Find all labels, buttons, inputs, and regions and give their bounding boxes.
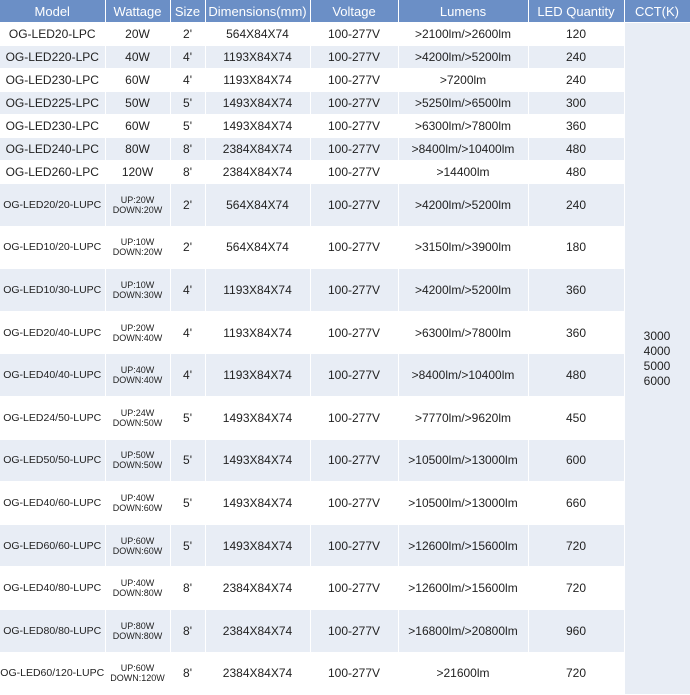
wattage-down: DOWN:60W: [112, 545, 163, 556]
lumens-cell: >5250lm/>6500lm: [398, 92, 528, 115]
lumens-cell: >21600lm: [398, 652, 528, 695]
table-row: [0, 138, 690, 161]
wattage-cell: [105, 439, 170, 482]
wattage-down: DOWN:30W: [112, 289, 163, 300]
cct-cell: [624, 23, 690, 695]
dimensions-cell: 1193X84X74: [205, 46, 310, 69]
wattage-down: DOWN:80W: [112, 588, 163, 599]
dimensions-cell: 1493X84X74: [205, 396, 310, 439]
wattage-cell: [105, 609, 170, 652]
dimensions-cell: 1493X84X74: [205, 482, 310, 525]
wattage-down: DOWN:50W: [112, 460, 163, 471]
model-cell: OG-LED220-LPC: [0, 46, 105, 69]
led-quantity-cell: 960: [528, 609, 624, 652]
lumens-cell: >4200lm/>5200lm: [398, 184, 528, 227]
cct-value: 5000: [643, 358, 671, 373]
lumens-cell: >12600lm/>15600lm: [398, 567, 528, 610]
lumens-cell: >7200lm: [398, 69, 528, 92]
table-row: [0, 482, 690, 525]
model-cell: OG-LED230-LPC: [0, 69, 105, 92]
wattage-cell: 40W: [105, 46, 170, 69]
lumens-cell: >4200lm/>5200lm: [398, 269, 528, 312]
voltage-cell: 100-277V: [310, 396, 398, 439]
voltage-cell: 100-277V: [310, 567, 398, 610]
lumens-cell: >2100lm/>2600lm: [398, 23, 528, 46]
wattage-cell: [105, 226, 170, 269]
lumens-cell: >3150lm/>3900lm: [398, 226, 528, 269]
model-cell: OG-LED225-LPC: [0, 92, 105, 115]
size-cell: 5': [170, 482, 205, 525]
voltage-cell: 100-277V: [310, 138, 398, 161]
table-row: [0, 396, 690, 439]
table-row: [0, 524, 690, 567]
wattage-up: UP:60W: [120, 663, 155, 674]
dimensions-cell: 1193X84X74: [205, 269, 310, 312]
wattage-cell: [105, 524, 170, 567]
led-quantity-cell: 180: [528, 226, 624, 269]
wattage-down: DOWN:120W: [110, 673, 165, 684]
voltage-cell: 100-277V: [310, 482, 398, 525]
table-row: [0, 226, 690, 269]
led-quantity-cell: 240: [528, 184, 624, 227]
table-row: [0, 609, 690, 652]
voltage-cell: 100-277V: [310, 184, 398, 227]
wattage-up: UP:20W: [120, 194, 155, 205]
size-cell: 4': [170, 46, 205, 69]
wattage-down: DOWN:60W: [112, 502, 163, 513]
header-voltage: Voltage: [310, 0, 398, 23]
size-cell: 4': [170, 69, 205, 92]
size-cell: 8': [170, 138, 205, 161]
led-quantity-cell: 600: [528, 439, 624, 482]
led-quantity-cell: 720: [528, 652, 624, 695]
led-quantity-cell: 240: [528, 69, 624, 92]
voltage-cell: 100-277V: [310, 161, 398, 184]
voltage-cell: 100-277V: [310, 524, 398, 567]
wattage-down: DOWN:20W: [112, 247, 163, 258]
model-cell: OG-LED50/50-LUPC: [0, 439, 105, 482]
model-cell: OG-LED10/20-LUPC: [0, 226, 105, 269]
dimensions-cell: 1493X84X74: [205, 115, 310, 138]
voltage-cell: 100-277V: [310, 23, 398, 46]
size-cell: 5': [170, 396, 205, 439]
wattage-cell: [105, 567, 170, 610]
model-cell: OG-LED20-LPC: [0, 23, 105, 46]
wattage-up: UP:40W: [120, 492, 155, 503]
header-wattage: Wattage: [105, 0, 170, 23]
wattage-cell: 80W: [105, 138, 170, 161]
wattage-cell: [105, 184, 170, 227]
dimensions-cell: 564X84X74: [205, 23, 310, 46]
header-led-quantity: LED Quantity: [528, 0, 624, 23]
voltage-cell: 100-277V: [310, 92, 398, 115]
cct-value: 4000: [643, 343, 671, 358]
model-cell: OG-LED260-LPC: [0, 161, 105, 184]
dimensions-cell: 1193X84X74: [205, 69, 310, 92]
model-cell: OG-LED40/80-LUPC: [0, 567, 105, 610]
size-cell: 4': [170, 354, 205, 397]
led-quantity-cell: 660: [528, 482, 624, 525]
wattage-cell: [105, 354, 170, 397]
lumens-cell: >8400lm/>10400lm: [398, 138, 528, 161]
voltage-cell: 100-277V: [310, 226, 398, 269]
dimensions-cell: 2384X84X74: [205, 609, 310, 652]
led-quantity-cell: 360: [528, 115, 624, 138]
lumens-cell: >6300lm/>7800lm: [398, 311, 528, 354]
dimensions-cell: 1193X84X74: [205, 311, 310, 354]
led-quantity-cell: 480: [528, 138, 624, 161]
size-cell: 8': [170, 652, 205, 695]
table-row: [0, 23, 690, 46]
voltage-cell: 100-277V: [310, 439, 398, 482]
dimensions-cell: 2384X84X74: [205, 567, 310, 610]
voltage-cell: 100-277V: [310, 311, 398, 354]
wattage-up: UP:20W: [120, 322, 155, 333]
size-cell: 8': [170, 567, 205, 610]
dimensions-cell: 1193X84X74: [205, 354, 310, 397]
dimensions-cell: 2384X84X74: [205, 161, 310, 184]
led-quantity-cell: 720: [528, 524, 624, 567]
size-cell: 5': [170, 439, 205, 482]
table-row: [0, 184, 690, 227]
voltage-cell: 100-277V: [310, 269, 398, 312]
model-cell: OG-LED60/60-LUPC: [0, 524, 105, 567]
table-row: [0, 652, 690, 695]
led-quantity-cell: 300: [528, 92, 624, 115]
wattage-cell: [105, 652, 170, 695]
voltage-cell: 100-277V: [310, 46, 398, 69]
header-row: [0, 0, 690, 23]
size-cell: 5': [170, 92, 205, 115]
model-cell: OG-LED20/40-LUPC: [0, 311, 105, 354]
table-row: [0, 161, 690, 184]
wattage-cell: 60W: [105, 115, 170, 138]
lumens-cell: >7770lm/>9620lm: [398, 396, 528, 439]
table-row: [0, 567, 690, 610]
table-row: [0, 92, 690, 115]
wattage-down: DOWN:40W: [112, 332, 163, 343]
wattage-cell: [105, 269, 170, 312]
header-size: Size: [170, 0, 205, 23]
model-cell: OG-LED10/30-LUPC: [0, 269, 105, 312]
lumens-cell: >12600lm/>15600lm: [398, 524, 528, 567]
lumens-cell: >10500lm/>13000lm: [398, 482, 528, 525]
lumens-cell: >8400lm/>10400lm: [398, 354, 528, 397]
model-cell: OG-LED40/60-LUPC: [0, 482, 105, 525]
wattage-up: UP:40W: [120, 578, 155, 589]
led-quantity-cell: 480: [528, 161, 624, 184]
wattage-cell: 120W: [105, 161, 170, 184]
table-row: [0, 115, 690, 138]
wattage-cell: [105, 482, 170, 525]
wattage-up: UP:80W: [120, 620, 155, 631]
wattage-cell: 20W: [105, 23, 170, 46]
size-cell: 4': [170, 269, 205, 312]
wattage-cell: 60W: [105, 69, 170, 92]
model-cell: OG-LED20/20-LUPC: [0, 184, 105, 227]
header-model: Model: [0, 0, 105, 23]
led-quantity-cell: 120: [528, 23, 624, 46]
led-quantity-cell: 720: [528, 567, 624, 610]
dimensions-cell: 1493X84X74: [205, 439, 310, 482]
table-row: [0, 269, 690, 312]
voltage-cell: 100-277V: [310, 652, 398, 695]
size-cell: 5': [170, 524, 205, 567]
wattage-down: DOWN:20W: [112, 204, 163, 215]
wattage-cell: [105, 396, 170, 439]
wattage-up: UP:10W: [120, 237, 155, 248]
led-quantity-cell: 450: [528, 396, 624, 439]
dimensions-cell: 1493X84X74: [205, 92, 310, 115]
table-body: [0, 23, 690, 695]
model-cell: OG-LED240-LPC: [0, 138, 105, 161]
led-quantity-cell: 360: [528, 311, 624, 354]
cct-value: 6000: [643, 373, 671, 388]
dimensions-cell: 2384X84X74: [205, 138, 310, 161]
table-row: [0, 311, 690, 354]
lumens-cell: >6300lm/>7800lm: [398, 115, 528, 138]
table-row: [0, 69, 690, 92]
wattage-up: UP:50W: [120, 450, 155, 461]
model-cell: OG-LED230-LPC: [0, 115, 105, 138]
voltage-cell: 100-277V: [310, 115, 398, 138]
size-cell: 5': [170, 115, 205, 138]
header-lumens: Lumens: [398, 0, 528, 23]
wattage-down: DOWN:80W: [112, 630, 163, 641]
size-cell: 8': [170, 161, 205, 184]
model-cell: OG-LED80/80-LUPC: [0, 609, 105, 652]
wattage-up: UP:60W: [120, 535, 155, 546]
lumens-cell: >4200lm/>5200lm: [398, 46, 528, 69]
table-row: [0, 354, 690, 397]
model-cell: OG-LED40/40-LUPC: [0, 354, 105, 397]
model-cell: OG-LED24/50-LUPC: [0, 396, 105, 439]
voltage-cell: 100-277V: [310, 609, 398, 652]
wattage-down: DOWN:40W: [112, 375, 163, 386]
led-quantity-cell: 360: [528, 269, 624, 312]
table-row: [0, 46, 690, 69]
wattage-up: UP:40W: [120, 365, 155, 376]
dimensions-cell: 564X84X74: [205, 184, 310, 227]
dimensions-cell: 564X84X74: [205, 226, 310, 269]
lumens-cell: >14400lm: [398, 161, 528, 184]
dimensions-cell: 1493X84X74: [205, 524, 310, 567]
size-cell: 2': [170, 184, 205, 227]
voltage-cell: 100-277V: [310, 69, 398, 92]
size-cell: 4': [170, 311, 205, 354]
led-quantity-cell: 240: [528, 46, 624, 69]
table-row: [0, 439, 690, 482]
voltage-cell: 100-277V: [310, 354, 398, 397]
wattage-up: UP:10W: [120, 279, 155, 290]
cct-value: 3000: [643, 328, 671, 343]
lumens-cell: >16800lm/>20800lm: [398, 609, 528, 652]
lumens-cell: >10500lm/>13000lm: [398, 439, 528, 482]
wattage-cell: [105, 311, 170, 354]
dimensions-cell: 2384X84X74: [205, 652, 310, 695]
wattage-down: DOWN:50W: [112, 417, 163, 428]
header-cct: CCT(K): [624, 0, 690, 23]
model-cell: OG-LED60/120-LUPC: [0, 652, 105, 695]
size-cell: 8': [170, 609, 205, 652]
header-dimensions: Dimensions(mm): [205, 0, 310, 23]
size-cell: 2': [170, 23, 205, 46]
wattage-cell: 50W: [105, 92, 170, 115]
wattage-up: UP:24W: [120, 407, 155, 418]
size-cell: 2': [170, 226, 205, 269]
led-quantity-cell: 480: [528, 354, 624, 397]
